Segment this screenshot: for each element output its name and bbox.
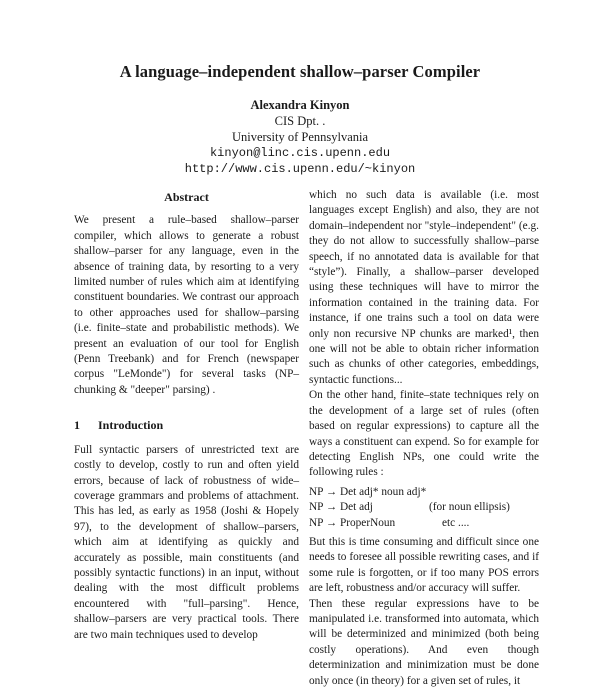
rule-note: etc .... [442,516,470,529]
rule-text: NP → ProperNoun [309,516,396,529]
section-heading-introduction [74,418,299,433]
body-paragraph-4: Then these regular expressions have to be manipulated i.e. transformed into automata, which will be determinized and minimized (both being costly operations). And even though determinization and minimization must be done only once (in theory) for a given set of rules, it [309,597,539,687]
body-paragraph-2: On the other hand, finite–state techniques rely on the development of a large set of rules (often based on regular expressions) to capture all the ways a constituent can expend. So for example for detecting English NPs, one could write the following rules : [309,389,539,479]
author-dept: CIS Dpt. . [274,114,326,128]
body-paragraph-1: which no such data is available (i.e. most languages except English) and also, they are not domain–independent nor "style–independent" (e.g. they do not allow to successfully shallow–parse speech, if no annotated data is available for that “style”). Finally, a shallow–parser developed using these techniques will have to mirror the information contained in the training data. For instance, if one trains such a tool on data were only non recursive NP chunks are marked¹, then one will not be able to obtain richer information such as chunks of other categories, embeddings, syntactic functions... [309,189,539,386]
paper-title: A language–independent shallow–parser Compiler [119,62,481,81]
section-number: 1 [74,418,80,433]
rule-note: (for noun ellipsis) [429,501,510,514]
body-paragraph-3: But this is time consuming and difficult since one needs to foresee all possible rewriting cases, and if some rule is forgotten, or if too many POS errors are left, robustness and/or accuracy will suffer. [309,535,539,595]
section-title: Introduction [98,418,164,433]
np-rule [309,516,539,531]
abstract-heading: Abstract [164,190,209,204]
right-column [309,188,539,689]
np-rules-list [309,485,539,531]
np-rule [309,485,539,500]
np-rule [309,500,539,515]
author-email: kinyon@linc.cis.upenn.edu [209,146,391,160]
author-url[interactable]: http://www.cis.upenn.edu/~kinyon [184,162,416,176]
rule-text: NP → Det adj* noun adj* [309,485,427,498]
left-column [74,188,299,643]
abstract-text: We present a rule–based shallow–parser compiler, which allows to generate a robust shallow–parser for any language, even in the absence of training data, by resorting to a very limited number of rules which aim at identifying constituent boundaries. We contrast our approach to other approaches used for shallow–parsing (i.e. finite–state and probabilistic methods). We present an evaluation of our tool for English (Penn Treebank) and for French (newspaper corpus "LeMonde") for several tasks (NP–chunking & "deeper" parsing) . [74,214,299,396]
author-affiliation: University of Pennsylvania [231,130,369,144]
author-name: Alexandra Kinyon [250,98,350,112]
author-block [0,97,600,177]
introduction-text: Full syntactic parsers of unrestricted text are costly to develop, costly to run and often yield errors, because of lack of robustness of wide–coverage grammars and problems of attachment. This has led, as early as 1958 (Joshi & Hopely 97), to the development of shallow–parsers, which aim at identifying as quickly and accurately as possible, main constituents (and possibly syntactic functions) in an input, without dealing with the most difficult problems encountered with "full–parsing". Hence, shallow–parsers are very practical tools. There are two main techniques used to develop [74,443,299,641]
rule-text: NP → Det adj [309,501,373,514]
